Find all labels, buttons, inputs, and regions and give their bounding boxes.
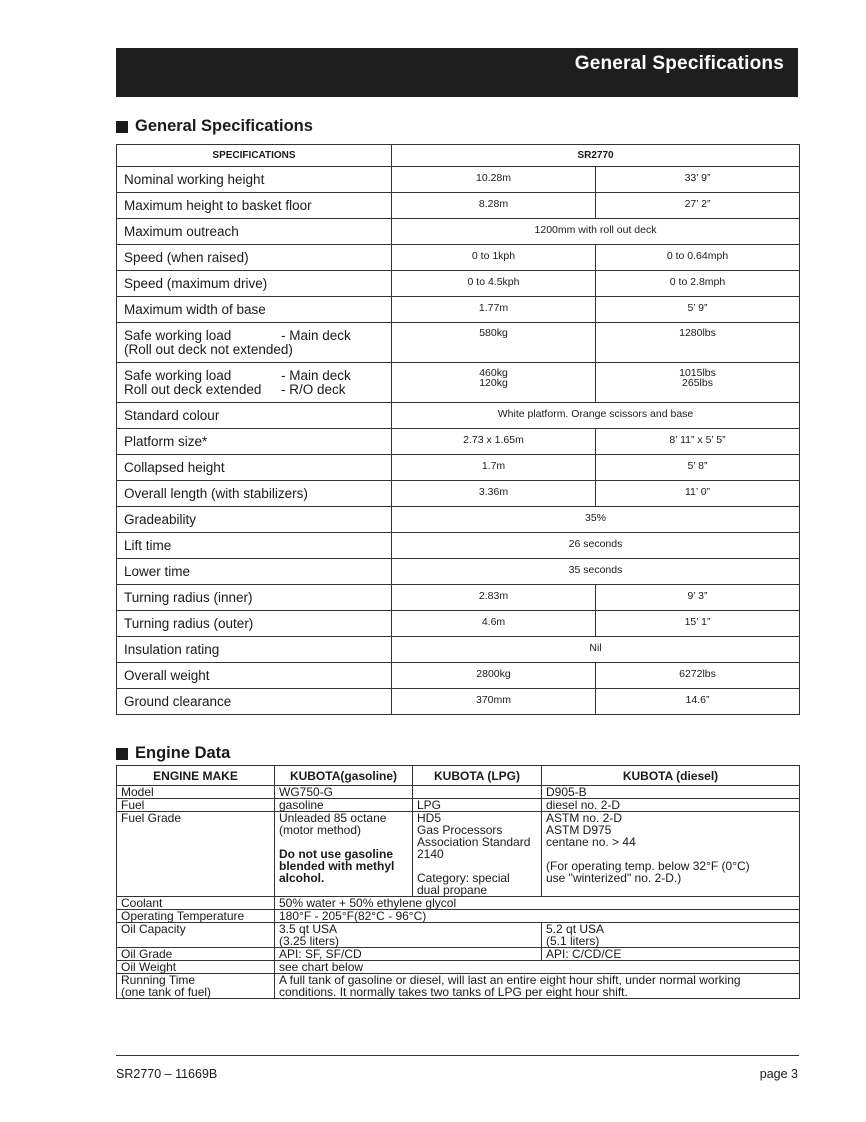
spec-value-imperial: 27’ 2” xyxy=(596,193,800,219)
spec-body xyxy=(117,167,800,715)
label-part: - R/O deck xyxy=(281,381,346,397)
spec-value-imperial: 33’ 9” xyxy=(596,167,800,193)
engine-row-oil-weight xyxy=(117,961,800,974)
label-line xyxy=(124,383,391,397)
spec-label: Maximum outreach xyxy=(117,219,392,245)
engine-cell-diesel: diesel no. 2-D xyxy=(542,799,800,812)
engine-cell-gasoline xyxy=(275,812,413,897)
engine-cell-gasoline: gasoline xyxy=(275,799,413,812)
engine-data-heading-text: Engine Data xyxy=(135,744,231,762)
spec-value-metric: 1.77m xyxy=(392,297,596,323)
spec-value: White platform. Orange scissors and base xyxy=(392,403,800,429)
engine-cell-label: Fuel Grade xyxy=(117,812,275,897)
label-line xyxy=(124,369,391,383)
spec-value: 1200mm with roll out deck xyxy=(392,219,800,245)
spec-value-metric: 2.83m xyxy=(392,585,596,611)
engine-header-row xyxy=(117,766,800,786)
engine-row-coolant xyxy=(117,897,800,910)
engine-cell-label: Oil Grade xyxy=(117,948,275,961)
spec-row xyxy=(117,167,800,193)
spec-label: Gradeability xyxy=(117,507,392,533)
spec-value-imperial: 0 to 0.64mph xyxy=(596,245,800,271)
spec-value-metric: 0 to 4.5kph xyxy=(392,271,596,297)
spec-value-imperial: 5’ 9” xyxy=(596,297,800,323)
spec-row xyxy=(117,219,800,245)
footer-rule xyxy=(116,1055,799,1056)
spec-label: Standard colour xyxy=(117,403,392,429)
label-part: Roll out deck extended xyxy=(124,381,262,397)
engine-cell-gasoline: WG750-G xyxy=(275,786,413,799)
spec-label: Platform size* xyxy=(117,429,392,455)
label-part: Safe working load xyxy=(124,367,232,383)
spec-label: Nominal working height xyxy=(117,167,392,193)
engine-cell-diesel xyxy=(542,812,800,897)
lpg-grade-text: HD5 Gas Processors Association Standard 2140 xyxy=(417,811,531,861)
spec-value-metric: 2.73 x 1.65m xyxy=(392,429,596,455)
spec-label: Turning radius (inner) xyxy=(117,585,392,611)
engine-row-operating-temp xyxy=(117,910,800,923)
square-bullet-icon xyxy=(116,748,128,760)
spec-row xyxy=(117,271,800,297)
engine-cell-diesel: D905-B xyxy=(542,786,800,799)
spec-row xyxy=(117,193,800,219)
spec-value-imperial: 11’ 0” xyxy=(596,481,800,507)
engine-cell-label: Oil Capacity xyxy=(117,923,275,948)
engine-data-heading xyxy=(116,744,230,763)
label-part: Safe working load xyxy=(124,327,232,343)
engine-data-table xyxy=(116,765,800,999)
footer-doc-number: SR2770 – 11669B xyxy=(116,1067,218,1081)
engine-cell-label: Coolant xyxy=(117,897,275,910)
spec-value-metric: 4.6m xyxy=(392,611,596,637)
footer-page-number: page 3 xyxy=(759,1067,798,1081)
diesel-note-text: (For operating temp. below 32°F (0°C) use "winterized" no. 2-D.) xyxy=(546,859,750,885)
general-spec-heading-text: General Specifications xyxy=(135,117,313,135)
engine-cell-label: Model xyxy=(117,786,275,799)
spec-label: Turning radius (outer) xyxy=(117,611,392,637)
spec-value-metric: 1.7m xyxy=(392,455,596,481)
spec-label: Overall weight xyxy=(117,663,392,689)
spec-value-imperial: 1015lbs 265lbs xyxy=(596,363,800,403)
spec-label: Speed (when raised) xyxy=(117,245,392,271)
engine-row-fuel-grade xyxy=(117,812,800,897)
engine-cell-gasoline-lpg: 3.5 qt USA (3.25 liters) xyxy=(275,923,542,948)
engine-row-model xyxy=(117,786,800,799)
spec-value-imperial: 6272lbs xyxy=(596,663,800,689)
spec-label xyxy=(117,323,392,363)
spec-value-metric: 0 to 1kph xyxy=(392,245,596,271)
spec-row xyxy=(117,689,800,715)
spec-row xyxy=(117,507,800,533)
engine-cell-diesel: 5.2 qt USA (5.1 liters) xyxy=(542,923,800,948)
label-line xyxy=(124,329,391,343)
engine-row-oil-capacity xyxy=(117,923,800,948)
spec-label: Maximum height to basket floor xyxy=(117,193,392,219)
spec-value-metric: 460kg 120kg xyxy=(392,363,596,403)
engine-cell-label: Fuel xyxy=(117,799,275,812)
engine-row-running-time xyxy=(117,974,800,999)
spec-value-imperial: 8’ 11” x 5’ 5” xyxy=(596,429,800,455)
engine-cell-value: 180°F - 205°F(82°C - 96°C) xyxy=(275,910,800,923)
engine-header-gasoline: KUBOTA(gasoline) xyxy=(275,766,413,786)
lpg-category-text: Category: special dual propane xyxy=(417,871,510,897)
spec-value: 35% xyxy=(392,507,800,533)
spec-row xyxy=(117,481,800,507)
spec-label: Lower time xyxy=(117,559,392,585)
spec-label: Maximum width of base xyxy=(117,297,392,323)
diesel-grade-text: ASTM no. 2-D ASTM D975 centane no. > 44 xyxy=(546,811,636,849)
spec-row xyxy=(117,429,800,455)
engine-cell-value: 50% water + 50% ethylene glycol xyxy=(275,897,800,910)
spec-row xyxy=(117,323,800,363)
engine-cell-lpg xyxy=(413,812,542,897)
spec-value-imperial: 1280lbs xyxy=(596,323,800,363)
label-part: (Roll out deck not extended) xyxy=(124,341,293,357)
engine-cell-label: Oil Weight xyxy=(117,961,275,974)
spec-value-imperial: 0 to 2.8mph xyxy=(596,271,800,297)
engine-cell-value: see chart below xyxy=(275,961,800,974)
spec-value-imperial: 14.6” xyxy=(596,689,800,715)
spec-row xyxy=(117,363,800,403)
spec-value: Nil xyxy=(392,637,800,663)
spec-value-metric: 370mm xyxy=(392,689,596,715)
spec-label: Insulation rating xyxy=(117,637,392,663)
square-bullet-icon xyxy=(116,121,128,133)
gasoline-grade-text: Unleaded 85 octane (motor method) xyxy=(279,811,387,837)
spec-label: Ground clearance xyxy=(117,689,392,715)
spec-row xyxy=(117,245,800,271)
spec-value: 26 seconds xyxy=(392,533,800,559)
engine-cell-lpg: LPG xyxy=(413,799,542,812)
spec-row xyxy=(117,533,800,559)
engine-row-fuel xyxy=(117,799,800,812)
spec-value-imperial: 15’ 1” xyxy=(596,611,800,637)
engine-cell-value: A full tank of gasoline or diesel, will last an entire eight hour shift, under normal working conditions. It normally takes two tanks of LPG per eight hour shift. xyxy=(275,974,800,999)
engine-header-lpg: KUBOTA (LPG) xyxy=(413,766,542,786)
engine-cell-label: Operating Temperature xyxy=(117,910,275,923)
spec-value-metric: 3.36m xyxy=(392,481,596,507)
general-spec-table xyxy=(116,144,800,715)
engine-header-diesel: KUBOTA (diesel) xyxy=(542,766,800,786)
spec-value: 35 seconds xyxy=(392,559,800,585)
spec-row xyxy=(117,611,800,637)
gasoline-warning-text: Do not use gasoline blended with methyl alcohol. xyxy=(279,847,395,885)
engine-header-make: ENGINE MAKE xyxy=(117,766,275,786)
spec-row xyxy=(117,663,800,689)
general-spec-heading xyxy=(116,117,313,136)
engine-cell-label: Running Time (one tank of fuel) xyxy=(117,974,275,999)
spec-label xyxy=(117,363,392,403)
label-part: - Main deck xyxy=(281,367,351,383)
label-part: - Main deck xyxy=(281,327,351,343)
spec-value-imperial: 5’ 8” xyxy=(596,455,800,481)
engine-cell-lpg xyxy=(413,786,542,799)
spec-header-row xyxy=(117,145,800,167)
spec-value-metric: 10.28m xyxy=(392,167,596,193)
col-header-model: SR2770 xyxy=(392,145,800,167)
spec-label: Collapsed height xyxy=(117,455,392,481)
spec-value-metric: 8.28m xyxy=(392,193,596,219)
spec-row xyxy=(117,585,800,611)
spec-row xyxy=(117,455,800,481)
spec-value-metric: 580kg xyxy=(392,323,596,363)
engine-cell-gasoline-lpg: API: SF, SF/CD xyxy=(275,948,542,961)
page-banner xyxy=(116,48,798,97)
spec-row xyxy=(117,297,800,323)
spec-row xyxy=(117,637,800,663)
spec-label: Overall length (with stabilizers) xyxy=(117,481,392,507)
spec-value-imperial: 9’ 3” xyxy=(596,585,800,611)
col-header-spec: SPECIFICATIONS xyxy=(117,145,392,167)
spec-label: Lift time xyxy=(117,533,392,559)
spec-value-metric: 2800kg xyxy=(392,663,596,689)
label-line xyxy=(124,343,391,357)
spec-label: Speed (maximum drive) xyxy=(117,271,392,297)
spec-row xyxy=(117,403,800,429)
engine-cell-diesel: API: C/CD/CE xyxy=(542,948,800,961)
spec-row xyxy=(117,559,800,585)
engine-row-oil-grade xyxy=(117,948,800,961)
banner-title: General Specifications xyxy=(574,53,784,74)
